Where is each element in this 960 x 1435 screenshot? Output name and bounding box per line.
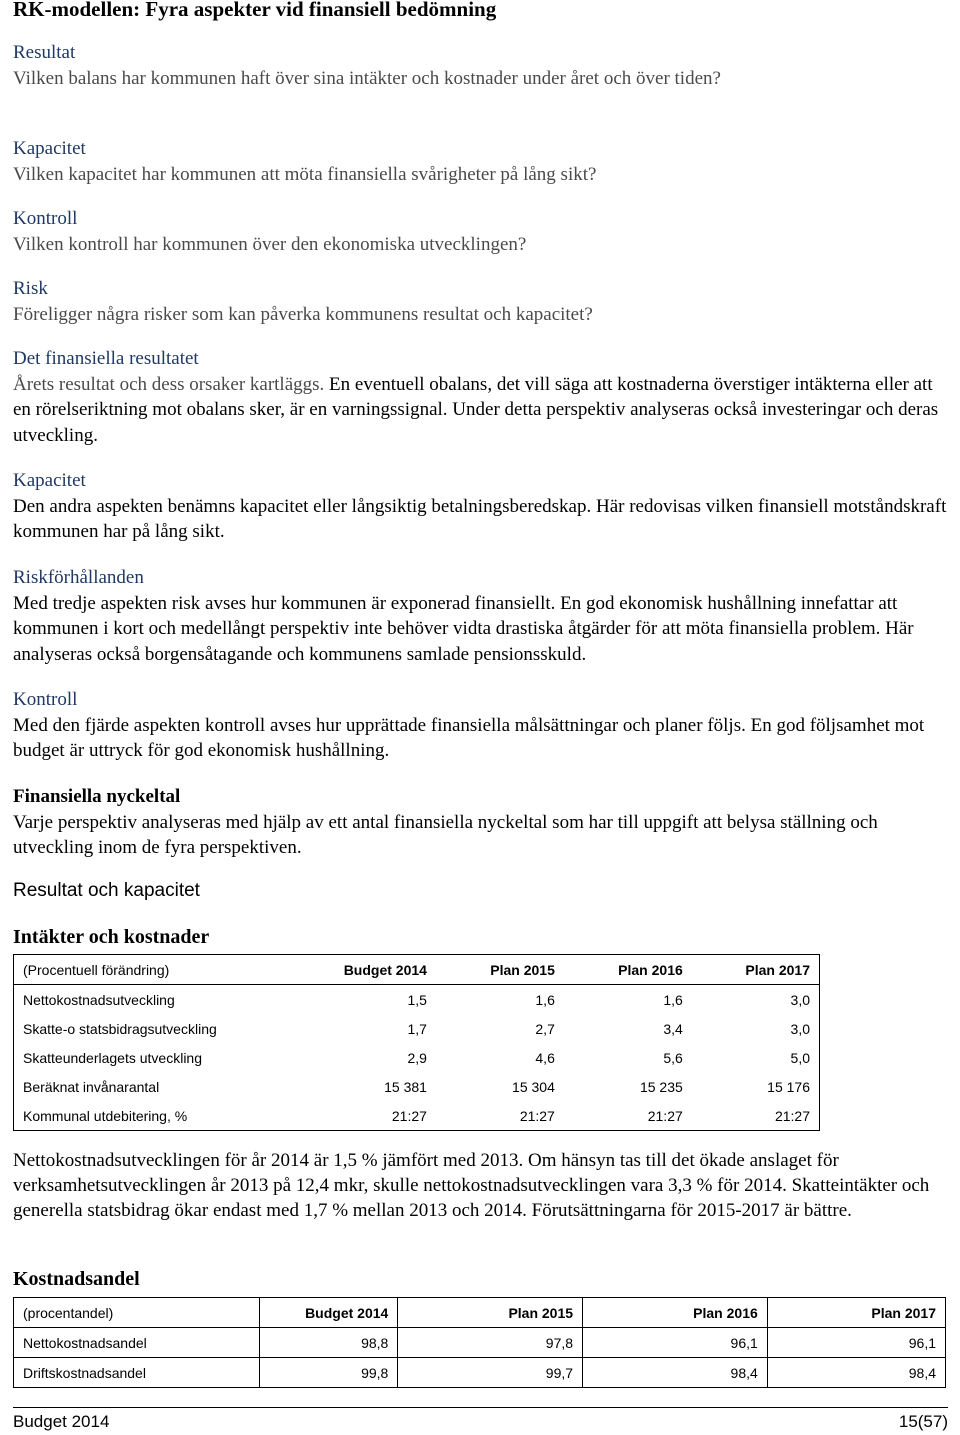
column-header: Plan 2016 bbox=[564, 955, 692, 985]
table-header-row bbox=[14, 1298, 946, 1328]
section-risk bbox=[13, 565, 948, 667]
table-intakter-kostnader bbox=[13, 954, 820, 1131]
table-cell: 15 176 bbox=[767, 1078, 810, 1095]
table2-title: Kostnadsandel bbox=[13, 1268, 140, 1290]
section-label: Finansiella nyckeltal bbox=[13, 786, 181, 807]
table-cell: 15 304 bbox=[512, 1078, 555, 1095]
column-header: Budget 2014 bbox=[260, 1298, 398, 1328]
table-cell: 5,6 bbox=[663, 1049, 683, 1066]
question-kontroll bbox=[13, 206, 948, 257]
column-header: (Procentuell förändring) bbox=[14, 955, 303, 985]
question-risk bbox=[13, 276, 948, 327]
column-header: Plan 2017 bbox=[692, 955, 820, 985]
question-text: Föreligger några risker som kan påverka kommunens resultat och kapacitet? bbox=[13, 303, 593, 325]
table-cell: 96,1 bbox=[583, 1328, 768, 1358]
table-cell: 2,9 bbox=[407, 1049, 427, 1066]
table-cell: 4,6 bbox=[535, 1049, 555, 1066]
table-kostnadsandel bbox=[13, 1297, 946, 1388]
section-label: Riskförhållanden bbox=[13, 567, 144, 588]
column-header: Plan 2015 bbox=[436, 955, 564, 985]
footer-divider bbox=[13, 1407, 948, 1408]
question-text: Vilken kontroll har kommunen över den ekonomiska utvecklingen? bbox=[13, 233, 527, 255]
table-row bbox=[14, 985, 820, 1015]
question-label: Kapacitet bbox=[13, 138, 86, 159]
table-cell: 3,0 bbox=[790, 1020, 810, 1037]
section-det-finansiella bbox=[13, 346, 948, 448]
column-header: Plan 2017 bbox=[767, 1298, 945, 1328]
section-nyckeltal bbox=[13, 784, 948, 861]
table1-title: Intäkter och kostnader bbox=[13, 926, 210, 948]
section-kontroll bbox=[13, 687, 948, 764]
section-label: Kontroll bbox=[13, 689, 78, 710]
table-row bbox=[14, 1072, 820, 1101]
table-cell: 96,1 bbox=[767, 1328, 945, 1358]
column-header: Budget 2014 bbox=[303, 955, 436, 985]
table-cell: 2,7 bbox=[535, 1020, 555, 1037]
question-text: Vilken kapacitet har kommunen att möta finansiella svårigheter på lång sikt? bbox=[13, 163, 597, 185]
table-cell: 15 381 bbox=[384, 1078, 427, 1095]
row-label: Skatteunderlagets utveckling bbox=[23, 1049, 202, 1066]
table-header-row bbox=[14, 955, 820, 985]
question-resultat bbox=[13, 40, 948, 91]
column-header: (procentandel) bbox=[14, 1298, 260, 1328]
table-cell: 1,6 bbox=[535, 991, 555, 1008]
row-label: Nettokostnadsutveckling bbox=[23, 991, 175, 1008]
row-label: Driftskostnadsandel bbox=[14, 1358, 260, 1388]
table-cell: 98,4 bbox=[767, 1358, 945, 1388]
section-kapacitet bbox=[13, 468, 948, 545]
table-cell: 21:27 bbox=[647, 1107, 683, 1124]
section-text: En eventuell obalans, det vill säga att kostnaderna överstiger intäkterna eller att en rörelseriktning mot obalans sker, är en varningssignal. Under detta perspektiv analyseras också investeringar och deras utveckling. bbox=[13, 373, 939, 446]
table-cell: 21:27 bbox=[519, 1107, 555, 1124]
table-cell: 99,8 bbox=[260, 1358, 398, 1388]
row-label: Beräknat invånarantal bbox=[23, 1078, 160, 1095]
table-cell: 21:27 bbox=[391, 1107, 427, 1124]
page-footer bbox=[13, 1412, 948, 1432]
column-header: Plan 2015 bbox=[398, 1298, 583, 1328]
table-cell: 5,0 bbox=[790, 1049, 810, 1066]
section-text: Den andra aspekten benämns kapacitet eller långsiktig betalningsberedskap. Här redovisas vilken finansiell motståndskraft kommunen har på lång sikt. bbox=[13, 495, 947, 542]
section-text: Med den fjärde aspekten kontroll avses hur upprättade finansiella målsättningar och planer följs. En god följsamhet mot budget är uttryck för god ekonomisk hushållning. bbox=[13, 714, 925, 761]
table-row bbox=[14, 1043, 820, 1072]
table-row bbox=[14, 1358, 946, 1388]
table-cell: 99,7 bbox=[398, 1358, 583, 1388]
table-cell: 98,4 bbox=[583, 1358, 768, 1388]
table-row bbox=[14, 1101, 820, 1131]
table-cell: 21:27 bbox=[774, 1107, 810, 1124]
question-kapacitet bbox=[13, 136, 948, 187]
table-cell: 97,8 bbox=[398, 1328, 583, 1358]
column-header: Plan 2016 bbox=[583, 1298, 768, 1328]
table-row bbox=[14, 1014, 820, 1043]
table-row bbox=[14, 1328, 946, 1358]
question-text: Vilken balans har kommunen haft över sina intäkter och kostnader under året och över tiden? bbox=[13, 67, 721, 89]
heading-resultat-kapacitet: Resultat och kapacitet bbox=[13, 880, 200, 901]
section-text: Med tredje aspekten risk avses hur kommunen är exponerad finansiellt. En god ekonomisk hushållning innefattar att kommunen i kort och medellångt perspektiv inte behöver vidta drastiska åtgärder för att möta finansiella problem. Här analyseras också borgensåtagande och kommunens samlade pensionsskuld. bbox=[13, 592, 914, 665]
table-cell: 1,5 bbox=[407, 991, 427, 1008]
question-label: Resultat bbox=[13, 42, 76, 63]
footer-page-number: 15(57) bbox=[898, 1412, 948, 1431]
paragraph-nettokostnad: Nettokostnadsutvecklingen för år 2014 är 1,5 % jämfört med 2013. Om hänsyn tas till det ökade anslaget för verksamhetsutvecklingen år 2013 på 12,4 mkr, skulle nettokostnadsutvecklingen vara 3,3 % för 2014. Skatteintäkter och generella statsbidrag ökar endast med 1,7 % mellan 2013 och 2014. Förutsättningarna för 2015-2017 är bättre. bbox=[13, 1150, 930, 1221]
table-cell: 15 235 bbox=[639, 1078, 683, 1095]
question-label: Risk bbox=[13, 278, 48, 299]
question-label: Kontroll bbox=[13, 208, 78, 229]
table-cell: 1,6 bbox=[663, 991, 683, 1008]
section-label: Det finansiella resultatet bbox=[13, 348, 199, 369]
table-cell: 98,8 bbox=[260, 1328, 398, 1358]
row-label: Kommunal utdebitering, % bbox=[23, 1107, 188, 1124]
section-text-grey: Årets resultat och dess orsaker kartläggs. bbox=[13, 373, 325, 395]
row-label: Nettokostnadsandel bbox=[14, 1328, 260, 1358]
page-title: RK-modellen: Fyra aspekter vid finansiell bedömning bbox=[13, 0, 497, 21]
section-text: Varje perspektiv analyseras med hjälp av ett antal finansiella nyckeltal som har till uppgift att belysa ställning och utveckling inom de fyra perspektiven. bbox=[13, 811, 878, 858]
table-cell: 1,7 bbox=[407, 1020, 427, 1037]
table-cell: 3,4 bbox=[663, 1020, 683, 1037]
section-label: Kapacitet bbox=[13, 470, 86, 491]
table-cell: 3,0 bbox=[790, 991, 810, 1008]
footer-left: Budget 2014 bbox=[13, 1412, 110, 1431]
row-label: Skatte-o statsbidragsutveckling bbox=[23, 1020, 217, 1037]
